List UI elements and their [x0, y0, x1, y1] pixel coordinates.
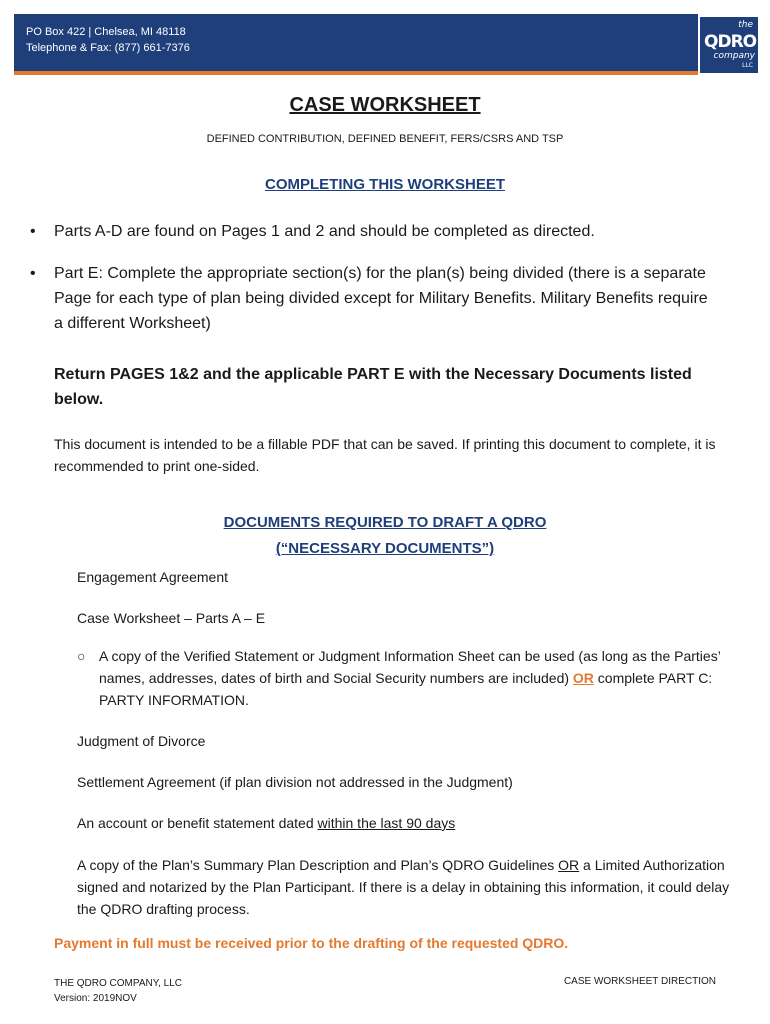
logo-the: the [738, 20, 753, 30]
spd-text-a: A copy of the Plan’s Summary Plan Description and Plan’s QDRO Guidelines [77, 857, 559, 873]
qdro-company-logo [700, 17, 758, 73]
footer-right: CASE WORKSHEET DIRECTION [563, 976, 716, 987]
sub-bullet-text [99, 645, 739, 711]
doc-statement [77, 812, 737, 834]
bullet-text: Part E: Complete the appropriate section(s) for the plan(s) being divided (there is a separate Page for each type of plan being divided except for Military Benefits. Military Benefits require a different Worksheet) [54, 265, 708, 332]
documents-heading-line1: DOCUMENTS REQUIRED TO DRAFT A QDRO [223, 514, 547, 531]
page-subtitle: DEFINED CONTRIBUTION, DEFINED BENEFIT, FERS/CSRS AND TSP [206, 133, 564, 145]
letterhead-bar [14, 14, 698, 75]
statement-text: An account or benefit statement dated [77, 815, 318, 831]
bullet-dot-icon: • [30, 265, 36, 282]
statement-underlined: within the last 90 days [317, 815, 456, 831]
phone-line: Telephone & Fax: (877) 661-7376 [26, 42, 190, 54]
doc-settlement: Settlement Agreement (if plan division not addressed in the Judgment) [77, 774, 513, 790]
logo-llc: LLC [742, 62, 753, 69]
page-title: CASE WORKSHEET [289, 94, 481, 116]
footer-company: THE QDRO COMPANY, LLC [54, 978, 182, 989]
footer-left [54, 976, 182, 1006]
bullet-text: Parts A-D are found on Pages 1 and 2 and should be completed as directed. [54, 223, 595, 240]
circle-bullet-icon: ○ [77, 648, 86, 664]
fillable-note: This document is intended to be a fillable PDF that can be saved. If printing this document to complete, it is recommended to print one-sided. [54, 436, 716, 474]
spd-or: OR [558, 857, 580, 873]
or-emphasis: OR [572, 670, 594, 686]
logo-company: company [713, 51, 755, 61]
logo-qdro: QDRO [704, 32, 757, 52]
return-instructions: Return PAGES 1&2 and the applicable PART E with the Necessary Documents listed below. [54, 366, 692, 408]
footer-version: Version: 2019NOV [54, 993, 137, 1004]
letterhead-address [26, 24, 190, 56]
bullet-dot-icon: • [30, 223, 36, 240]
address-line: PO Box 422 | Chelsea, MI 48118 [26, 26, 186, 38]
doc-case-worksheet: Case Worksheet – Parts A – E [77, 610, 266, 626]
documents-heading-line2: (“NECESSARY DOCUMENTS”) [275, 540, 495, 557]
payment-note: Payment in full must be received prior to the drafting of the requested QDRO. [54, 935, 569, 951]
sub-bullet-text-a: A copy of the Verified Statement or Judgment Information Sheet can be used (as long as the Parties’ names, addresses, dates of birth and Social Security numbers are included) [99, 648, 721, 686]
spd-text-b: a Limited Authorization signed and notarized by the Plan Participant. If there is a delay in obtaining this information, it could delay the QDRO drafting process. [77, 857, 730, 917]
completing-heading: COMPLETING THIS WORKSHEET [265, 176, 505, 193]
sub-bullet-text-b: complete PART C: PARTY INFORMATION. [99, 670, 713, 708]
doc-spd [77, 854, 737, 920]
doc-engagement: Engagement Agreement [77, 569, 228, 585]
doc-judgment: Judgment of Divorce [77, 733, 206, 749]
